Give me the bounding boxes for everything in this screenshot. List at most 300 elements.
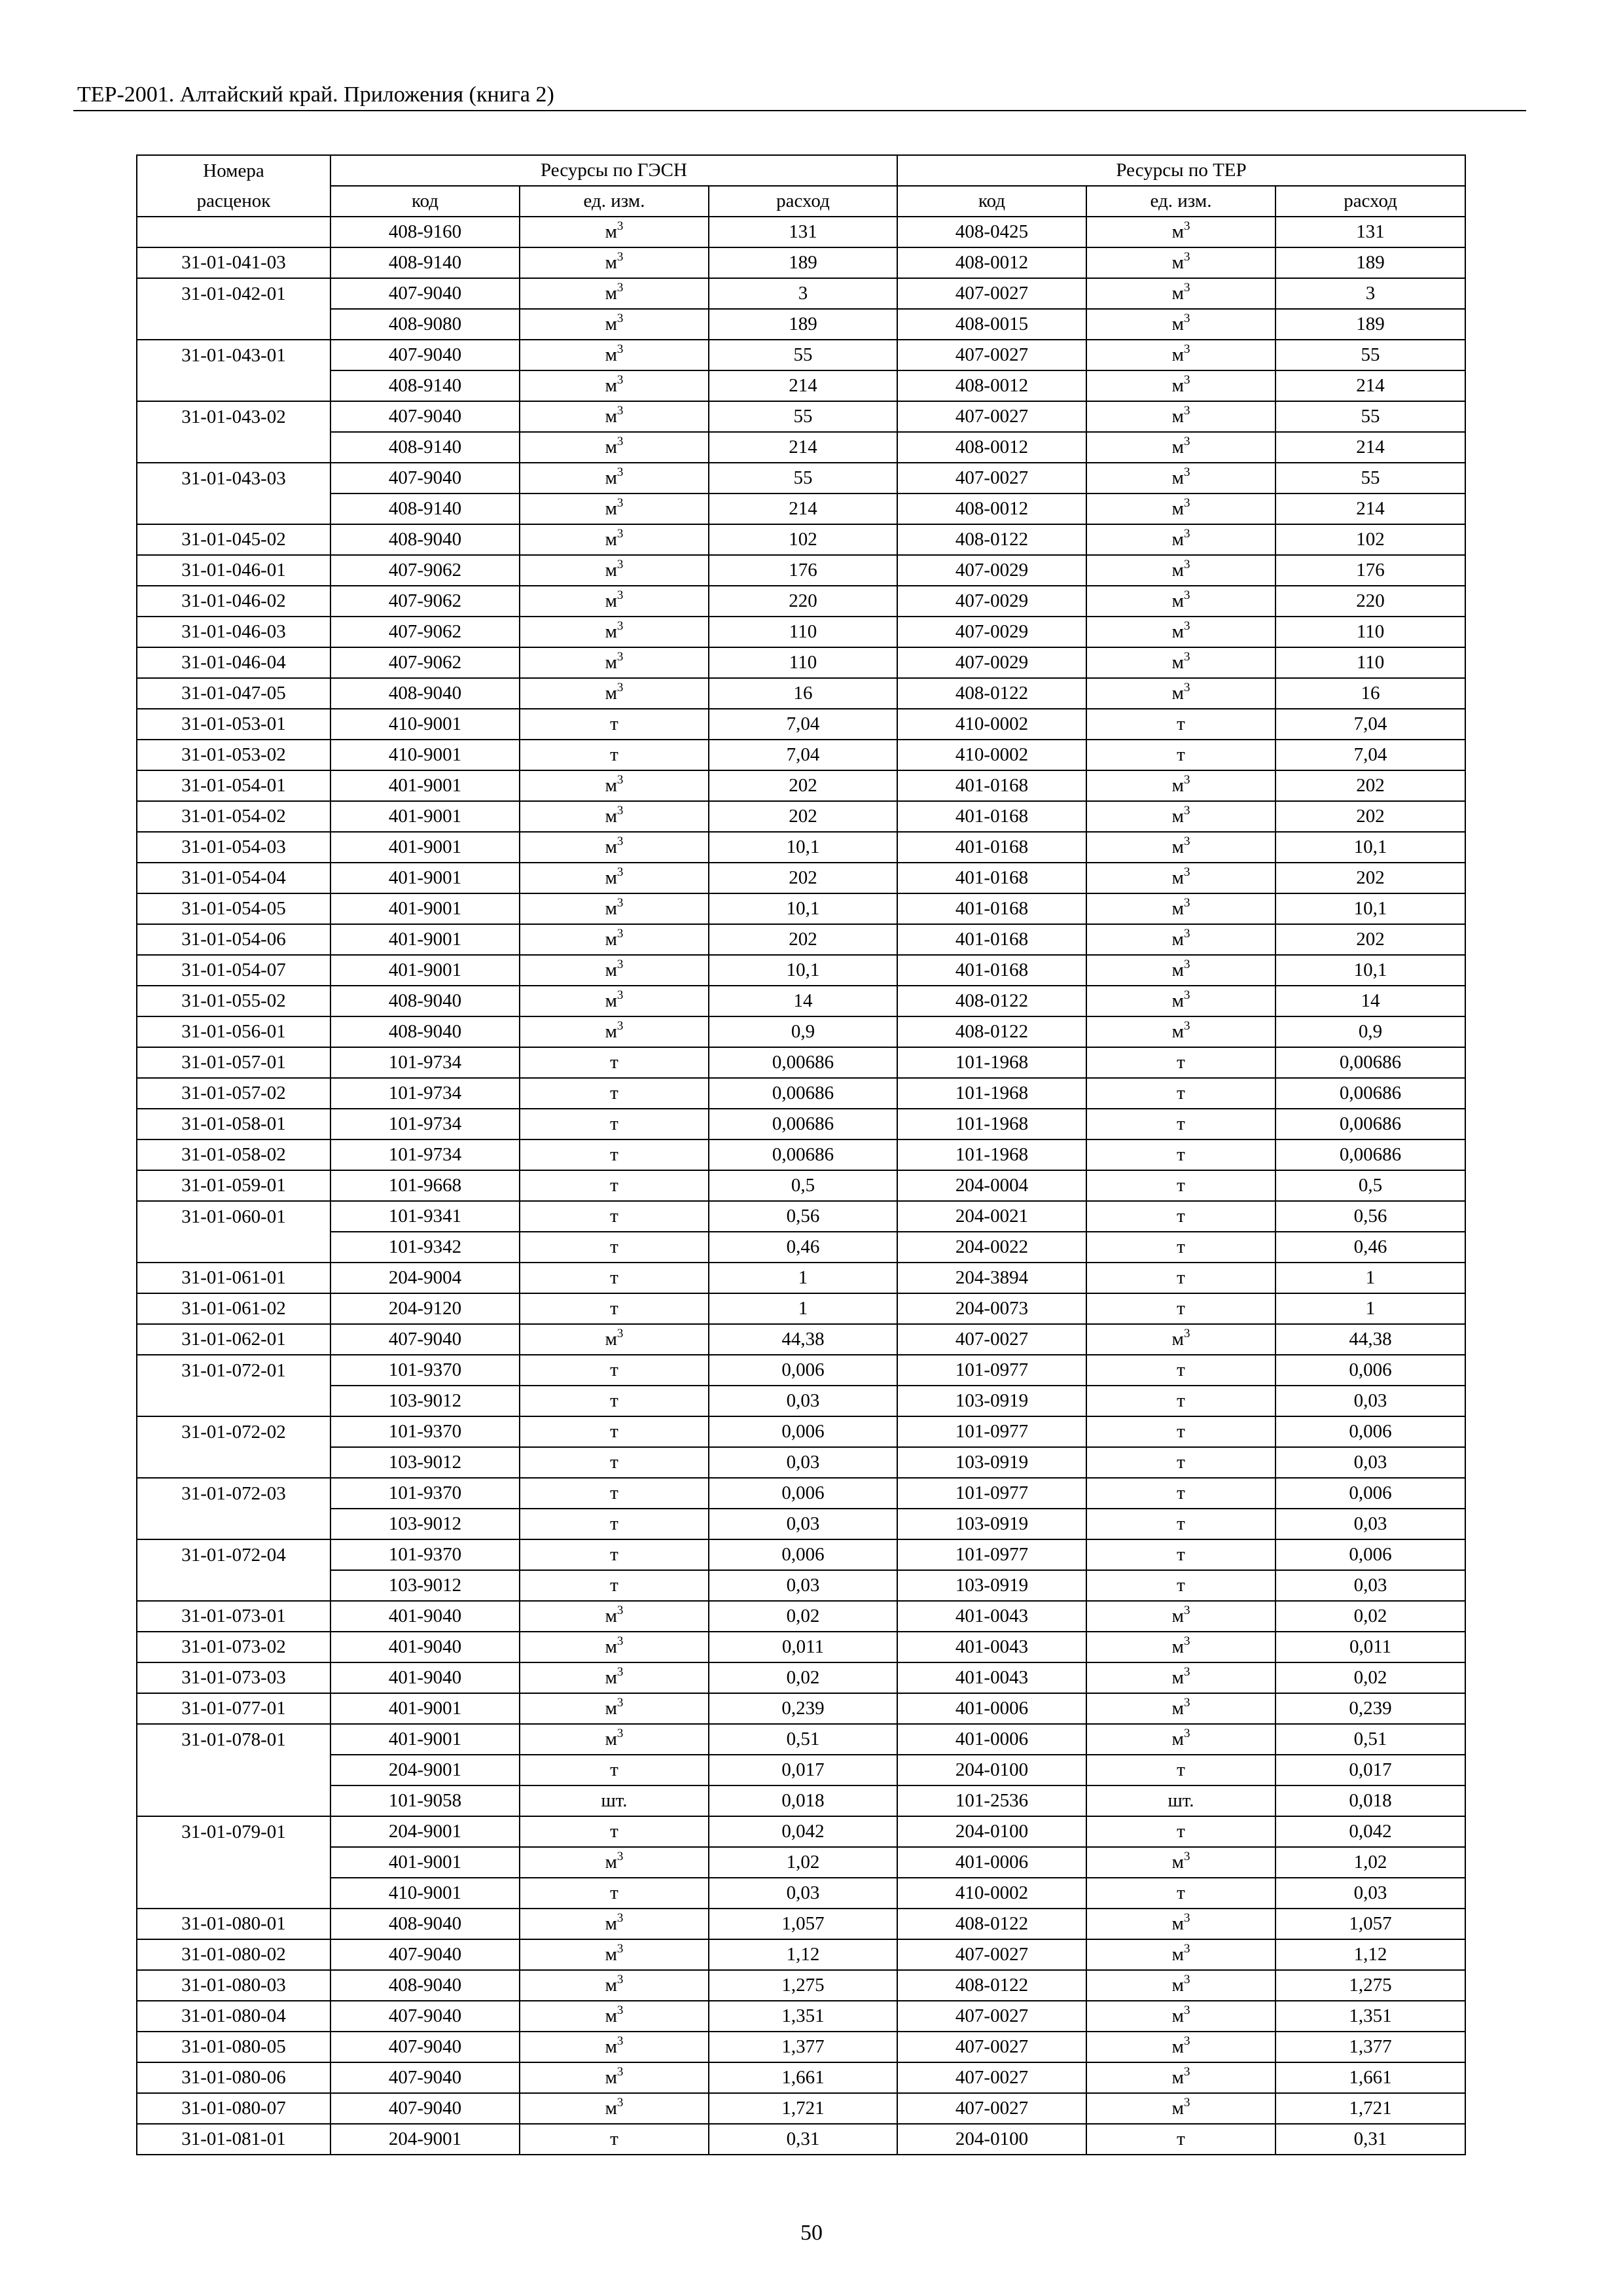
gesn-code-cell: 407-9040 xyxy=(330,278,520,309)
ter-code-cell: 401-0168 xyxy=(897,801,1086,832)
table-row xyxy=(137,1263,1465,1293)
gesn-unit-cell: $м^3$ xyxy=(520,1939,709,1970)
gesn-code-cell: 103-9012 xyxy=(330,1570,520,1601)
table-subheader-row xyxy=(137,186,1465,217)
ter-unit-cell: т xyxy=(1086,1139,1275,1170)
ter-code-cell: 101-2536 xyxy=(897,1785,1086,1816)
ter-unit-cell: $м^3$ xyxy=(1086,217,1275,247)
ter-code-cell: 101-0977 xyxy=(897,1539,1086,1570)
gesn-unit-cell: $м^3$ xyxy=(520,617,709,647)
table-row xyxy=(137,770,1465,801)
gesn-unit-cell: т xyxy=(520,1109,709,1139)
gesn-code-cell: 408-9140 xyxy=(330,432,520,463)
rate-number-cell xyxy=(137,432,330,463)
gesn-amount-cell: 189 xyxy=(709,309,897,340)
ter-code-cell: 408-0012 xyxy=(897,370,1086,401)
gesn-unit-cell: т xyxy=(520,1170,709,1201)
ter-amount-cell: 3 xyxy=(1275,278,1465,309)
ter-code-cell: 401-0043 xyxy=(897,1662,1086,1693)
ter-amount-cell: 214 xyxy=(1275,493,1465,524)
ter-code-cell: 103-0919 xyxy=(897,1447,1086,1478)
gesn-amount-cell: 110 xyxy=(709,617,897,647)
table-row xyxy=(137,2093,1465,2124)
gesn-unit-cell: $м^3$ xyxy=(520,2093,709,2124)
gesn-amount-cell: 202 xyxy=(709,801,897,832)
gesn-amount-cell: 55 xyxy=(709,463,897,493)
rate-number-cell: 31-01-043-03 xyxy=(137,463,330,493)
rate-number-cell: 31-01-061-01 xyxy=(137,1263,330,1293)
ter-code-cell: 204-0100 xyxy=(897,1816,1086,1847)
ter-code-cell: 401-0043 xyxy=(897,1601,1086,1632)
table-row xyxy=(137,463,1465,493)
gesn-amount-cell: 3 xyxy=(709,278,897,309)
table-row xyxy=(137,555,1465,586)
gesn-amount-cell: 0,03 xyxy=(709,1878,897,1909)
rate-number-cell: 31-01-072-03 xyxy=(137,1478,330,1509)
ter-code-cell: 407-0029 xyxy=(897,617,1086,647)
ter-unit-cell: $м^3$ xyxy=(1086,370,1275,401)
table-row xyxy=(137,647,1465,678)
rate-number-cell xyxy=(137,309,330,340)
gesn-amount-cell: 0,00686 xyxy=(709,1078,897,1109)
gesn-code-cell: 408-9040 xyxy=(330,986,520,1016)
ter-unit-cell: $м^3$ xyxy=(1086,401,1275,432)
gesn-code-cell: 401-9001 xyxy=(330,1693,520,1724)
ter-code-cell: 408-0122 xyxy=(897,1970,1086,2001)
ter-code-cell: 407-0027 xyxy=(897,2093,1086,2124)
gesn-code-cell: 103-9012 xyxy=(330,1447,520,1478)
rate-numbers-header-cont: расценок xyxy=(137,186,330,217)
ter-code-cell: 401-0168 xyxy=(897,770,1086,801)
table-row xyxy=(137,247,1465,278)
ter-amount-cell: 55 xyxy=(1275,340,1465,370)
gesn-amount-cell: 55 xyxy=(709,340,897,370)
table-row xyxy=(137,678,1465,709)
gesn-amount-cell: 0,9 xyxy=(709,1016,897,1047)
rate-number-cell: 31-01-080-06 xyxy=(137,2062,330,2093)
gesn-code-cell: 408-9140 xyxy=(330,247,520,278)
ter-amount-cell: 0,03 xyxy=(1275,1386,1465,1416)
gesn-unit-cell: $м^3$ xyxy=(520,278,709,309)
table-row xyxy=(137,370,1465,401)
ter-amount-cell: 0,00686 xyxy=(1275,1078,1465,1109)
ter-code-cell: 408-0122 xyxy=(897,1016,1086,1047)
rate-number-cell: 31-01-054-07 xyxy=(137,955,330,986)
ter-unit-cell: $м^3$ xyxy=(1086,863,1275,893)
ter-unit-cell: т xyxy=(1086,1355,1275,1386)
table-row xyxy=(137,1139,1465,1170)
gesn-amount-cell: 0,011 xyxy=(709,1632,897,1662)
gesn-amount-cell: 1,275 xyxy=(709,1970,897,2001)
gesn-code-cell: 401-9001 xyxy=(330,893,520,924)
ter-unit-cell: $м^3$ xyxy=(1086,586,1275,617)
ter-amount-cell: 0,02 xyxy=(1275,1601,1465,1632)
gesn-unit-cell: т xyxy=(520,1416,709,1447)
gesn-amount-cell: 0,03 xyxy=(709,1447,897,1478)
ter-code-cell: 204-0073 xyxy=(897,1293,1086,1324)
ter-amount-cell: 214 xyxy=(1275,432,1465,463)
ter-code-cell: 408-0012 xyxy=(897,247,1086,278)
ter-unit-cell: $м^3$ xyxy=(1086,2093,1275,2124)
ter-unit-cell: $м^3$ xyxy=(1086,524,1275,555)
table-row xyxy=(137,1939,1465,1970)
ter-amount-cell: 10,1 xyxy=(1275,955,1465,986)
ter-amount-cell: 1,377 xyxy=(1275,2032,1465,2062)
ter-amount-cell: 0,006 xyxy=(1275,1539,1465,1570)
gesn-code-cell: 408-9040 xyxy=(330,1909,520,1939)
gesn-code-cell: 408-9040 xyxy=(330,1016,520,1047)
rate-number-cell: 31-01-054-03 xyxy=(137,832,330,863)
gesn-unit-cell: $м^3$ xyxy=(520,893,709,924)
ter-amount-cell: 0,5 xyxy=(1275,1170,1465,1201)
ter-code-header: код xyxy=(897,186,1086,217)
ter-unit-cell: т xyxy=(1086,1078,1275,1109)
ter-code-cell: 407-0027 xyxy=(897,2062,1086,2093)
gesn-amount-cell: 14 xyxy=(709,986,897,1016)
ter-code-cell: 401-0006 xyxy=(897,1693,1086,1724)
ter-code-cell: 204-0100 xyxy=(897,1755,1086,1785)
rate-number-cell xyxy=(137,1785,330,1816)
rate-number-cell xyxy=(137,1232,330,1263)
gesn-amount-cell: 0,006 xyxy=(709,1355,897,1386)
resources-table xyxy=(136,154,1466,2155)
table-row xyxy=(137,740,1465,770)
rate-number-cell: 31-01-045-02 xyxy=(137,524,330,555)
rate-number-cell: 31-01-062-01 xyxy=(137,1324,330,1355)
gesn-code-cell: 101-9370 xyxy=(330,1539,520,1570)
rate-number-cell: 31-01-053-02 xyxy=(137,740,330,770)
gesn-unit-cell: $м^3$ xyxy=(520,801,709,832)
ter-amount-cell: 55 xyxy=(1275,401,1465,432)
gesn-code-cell: 408-9040 xyxy=(330,524,520,555)
ter-unit-cell: $м^3$ xyxy=(1086,1847,1275,1878)
gesn-code-cell: 408-9160 xyxy=(330,217,520,247)
rate-number-cell: 31-01-054-05 xyxy=(137,893,330,924)
gesn-unit-cell: $м^3$ xyxy=(520,493,709,524)
gesn-code-cell: 101-9668 xyxy=(330,1170,520,1201)
gesn-code-cell: 401-9040 xyxy=(330,1601,520,1632)
gesn-unit-cell: т xyxy=(520,1232,709,1263)
table-row xyxy=(137,1632,1465,1662)
gesn-amount-cell: 0,018 xyxy=(709,1785,897,1816)
rate-number-cell: 31-01-058-02 xyxy=(137,1139,330,1170)
gesn-amount-cell: 220 xyxy=(709,586,897,617)
ter-unit-header: ед. изм. xyxy=(1086,186,1275,217)
rate-number-cell: 31-01-059-01 xyxy=(137,1170,330,1201)
gesn-amount-cell: 214 xyxy=(709,432,897,463)
ter-amount-cell: 7,04 xyxy=(1275,709,1465,740)
gesn-unit-cell: $м^3$ xyxy=(520,2032,709,2062)
ter-amount-header: расход xyxy=(1275,186,1465,217)
gesn-unit-cell: т xyxy=(520,1755,709,1785)
gesn-amount-cell: 131 xyxy=(709,217,897,247)
ter-amount-cell: 1,721 xyxy=(1275,2093,1465,2124)
ter-unit-cell: т xyxy=(1086,1816,1275,1847)
ter-amount-cell: 0,239 xyxy=(1275,1693,1465,1724)
gesn-unit-cell: $м^3$ xyxy=(520,401,709,432)
ter-code-cell: 407-0027 xyxy=(897,2032,1086,2062)
gesn-amount-cell: 1,12 xyxy=(709,1939,897,1970)
ter-code-cell: 204-0004 xyxy=(897,1170,1086,1201)
ter-code-cell: 401-0168 xyxy=(897,924,1086,955)
ter-amount-cell: 110 xyxy=(1275,617,1465,647)
table-row xyxy=(137,1693,1465,1724)
rate-number-cell xyxy=(137,1755,330,1785)
rate-number-cell: 31-01-042-01 xyxy=(137,278,330,309)
rate-number-cell: 31-01-073-02 xyxy=(137,1632,330,1662)
gesn-code-cell: 410-9001 xyxy=(330,709,520,740)
gesn-amount-cell: 0,03 xyxy=(709,1570,897,1601)
ter-amount-cell: 1,351 xyxy=(1275,2001,1465,2032)
ter-amount-cell: 7,04 xyxy=(1275,740,1465,770)
rate-number-cell: 31-01-054-04 xyxy=(137,863,330,893)
ter-unit-cell: $м^3$ xyxy=(1086,617,1275,647)
rate-number-cell xyxy=(137,1847,330,1878)
rate-number-cell: 31-01-079-01 xyxy=(137,1816,330,1847)
gesn-code-cell: 204-9004 xyxy=(330,1263,520,1293)
ter-unit-cell: $м^3$ xyxy=(1086,340,1275,370)
ter-unit-cell: $м^3$ xyxy=(1086,1662,1275,1693)
ter-code-cell: 407-0027 xyxy=(897,401,1086,432)
rate-number-cell xyxy=(137,1570,330,1601)
ter-amount-cell: 10,1 xyxy=(1275,832,1465,863)
ter-amount-cell: 189 xyxy=(1275,309,1465,340)
ter-code-cell: 101-1968 xyxy=(897,1139,1086,1170)
table-row xyxy=(137,1293,1465,1324)
ter-unit-cell: т xyxy=(1086,740,1275,770)
gesn-amount-cell: 0,31 xyxy=(709,2124,897,2155)
ter-unit-cell: $м^3$ xyxy=(1086,463,1275,493)
gesn-amount-cell: 176 xyxy=(709,555,897,586)
table-row xyxy=(137,1170,1465,1201)
ter-code-cell: 101-0977 xyxy=(897,1416,1086,1447)
ter-code-cell: 101-1968 xyxy=(897,1109,1086,1139)
gesn-amount-cell: 0,03 xyxy=(709,1509,897,1539)
rate-number-cell: 31-01-080-04 xyxy=(137,2001,330,2032)
rate-numbers-header: Номера xyxy=(137,155,330,186)
gesn-code-cell: 401-9001 xyxy=(330,770,520,801)
table-row xyxy=(137,1601,1465,1632)
gesn-amount-cell: 102 xyxy=(709,524,897,555)
ter-code-cell: 410-0002 xyxy=(897,740,1086,770)
table-row xyxy=(137,2032,1465,2062)
gesn-amount-cell: 0,00686 xyxy=(709,1109,897,1139)
gesn-code-cell: 101-9370 xyxy=(330,1478,520,1509)
gesn-code-cell: 401-9001 xyxy=(330,863,520,893)
gesn-amount-cell: 202 xyxy=(709,863,897,893)
gesn-unit-cell: т xyxy=(520,1509,709,1539)
table-row xyxy=(137,432,1465,463)
ter-amount-cell: 1 xyxy=(1275,1293,1465,1324)
ter-unit-cell: т xyxy=(1086,1416,1275,1447)
gesn-code-cell: 407-9062 xyxy=(330,555,520,586)
table-row xyxy=(137,1755,1465,1785)
gesn-unit-cell: $м^3$ xyxy=(520,1632,709,1662)
table-row xyxy=(137,586,1465,617)
gesn-code-header: код xyxy=(330,186,520,217)
gesn-code-cell: 408-9140 xyxy=(330,493,520,524)
gesn-amount-cell: 110 xyxy=(709,647,897,678)
table-row xyxy=(137,493,1465,524)
rate-number-cell: 31-01-054-01 xyxy=(137,770,330,801)
rate-number-cell xyxy=(137,217,330,247)
ter-amount-cell: 110 xyxy=(1275,647,1465,678)
gesn-code-cell: 407-9062 xyxy=(330,617,520,647)
rate-number-cell: 31-01-058-01 xyxy=(137,1109,330,1139)
rate-number-cell: 31-01-046-03 xyxy=(137,617,330,647)
rate-number-cell xyxy=(137,1386,330,1416)
ter-amount-cell: 1 xyxy=(1275,1263,1465,1293)
gesn-unit-cell: $м^3$ xyxy=(520,586,709,617)
gesn-amount-cell: 0,006 xyxy=(709,1416,897,1447)
gesn-amount-cell: 0,02 xyxy=(709,1662,897,1693)
gesn-unit-cell: шт. xyxy=(520,1785,709,1816)
gesn-unit-cell: т xyxy=(520,1139,709,1170)
rate-number-cell: 31-01-056-01 xyxy=(137,1016,330,1047)
table-row xyxy=(137,1324,1465,1355)
gesn-unit-cell: $м^3$ xyxy=(520,647,709,678)
gesn-unit-cell: т xyxy=(520,1355,709,1386)
ter-amount-cell: 202 xyxy=(1275,863,1465,893)
gesn-unit-cell: $м^3$ xyxy=(520,924,709,955)
ter-unit-cell: $м^3$ xyxy=(1086,1693,1275,1724)
ter-unit-cell: $м^3$ xyxy=(1086,309,1275,340)
rate-number-cell xyxy=(137,1447,330,1478)
gesn-unit-cell: $м^3$ xyxy=(520,370,709,401)
gesn-unit-cell: т xyxy=(520,1201,709,1232)
ter-unit-cell: $м^3$ xyxy=(1086,432,1275,463)
gesn-unit-cell: $м^3$ xyxy=(520,1601,709,1632)
gesn-unit-cell: т xyxy=(520,1263,709,1293)
table-row xyxy=(137,709,1465,740)
gesn-amount-cell: 0,56 xyxy=(709,1201,897,1232)
table-row xyxy=(137,1109,1465,1139)
table-row xyxy=(137,1816,1465,1847)
gesn-code-cell: 407-9062 xyxy=(330,647,520,678)
rate-number-cell: 31-01-080-07 xyxy=(137,2093,330,2124)
rate-number-cell: 31-01-057-02 xyxy=(137,1078,330,1109)
ter-amount-cell: 0,00686 xyxy=(1275,1109,1465,1139)
table-row xyxy=(137,2001,1465,2032)
ter-code-cell: 407-0029 xyxy=(897,647,1086,678)
gesn-code-cell: 407-9040 xyxy=(330,401,520,432)
gesn-unit-cell: $м^3$ xyxy=(520,832,709,863)
gesn-code-cell: 101-9342 xyxy=(330,1232,520,1263)
gesn-code-cell: 407-9040 xyxy=(330,1939,520,1970)
gesn-unit-cell: $м^3$ xyxy=(520,1909,709,1939)
gesn-code-cell: 401-9040 xyxy=(330,1662,520,1693)
gesn-code-cell: 401-9001 xyxy=(330,1847,520,1878)
ter-amount-cell: 0,011 xyxy=(1275,1632,1465,1662)
gesn-unit-cell: т xyxy=(520,2124,709,2155)
gesn-amount-cell: 1 xyxy=(709,1293,897,1324)
rate-number-cell: 31-01-043-02 xyxy=(137,401,330,432)
rate-number-cell: 31-01-055-02 xyxy=(137,986,330,1016)
ter-code-cell: 410-0002 xyxy=(897,1878,1086,1909)
gesn-amount-cell: 0,042 xyxy=(709,1816,897,1847)
gesn-unit-header: ед. изм. xyxy=(520,186,709,217)
gesn-unit-cell: $м^3$ xyxy=(520,2062,709,2093)
ter-amount-cell: 14 xyxy=(1275,986,1465,1016)
ter-amount-cell: 202 xyxy=(1275,770,1465,801)
ter-amount-cell: 0,006 xyxy=(1275,1355,1465,1386)
ter-amount-cell: 0,03 xyxy=(1275,1509,1465,1539)
table-row xyxy=(137,217,1465,247)
ter-amount-cell: 0,03 xyxy=(1275,1570,1465,1601)
table-row xyxy=(137,1970,1465,2001)
ter-code-cell: 408-0122 xyxy=(897,524,1086,555)
gesn-unit-cell: $м^3$ xyxy=(520,986,709,1016)
rate-number-cell: 31-01-057-01 xyxy=(137,1047,330,1078)
ter-unit-cell: $м^3$ xyxy=(1086,924,1275,955)
ter-unit-cell: т xyxy=(1086,2124,1275,2155)
ter-amount-cell: 10,1 xyxy=(1275,893,1465,924)
gesn-code-cell: 204-9001 xyxy=(330,1755,520,1785)
table-row xyxy=(137,617,1465,647)
ter-unit-cell: $м^3$ xyxy=(1086,1909,1275,1939)
ter-amount-cell: 16 xyxy=(1275,678,1465,709)
gesn-amount-cell: 0,51 xyxy=(709,1724,897,1755)
gesn-code-cell: 401-9040 xyxy=(330,1632,520,1662)
gesn-amount-cell: 1,02 xyxy=(709,1847,897,1878)
gesn-unit-cell: $м^3$ xyxy=(520,1016,709,1047)
gesn-code-cell: 101-9734 xyxy=(330,1109,520,1139)
gesn-code-cell: 401-9001 xyxy=(330,1724,520,1755)
ter-unit-cell: $м^3$ xyxy=(1086,555,1275,586)
ter-unit-cell: т xyxy=(1086,1109,1275,1139)
table-row xyxy=(137,524,1465,555)
ter-amount-cell: 0,02 xyxy=(1275,1662,1465,1693)
gesn-amount-cell: 1 xyxy=(709,1263,897,1293)
ter-code-cell: 401-0043 xyxy=(897,1632,1086,1662)
table-row xyxy=(137,1570,1465,1601)
ter-unit-cell: $м^3$ xyxy=(1086,1939,1275,1970)
ter-code-cell: 101-0977 xyxy=(897,1478,1086,1509)
ter-unit-cell: т xyxy=(1086,1232,1275,1263)
table-row xyxy=(137,1047,1465,1078)
ter-amount-cell: 0,31 xyxy=(1275,2124,1465,2155)
ter-unit-cell: $м^3$ xyxy=(1086,247,1275,278)
gesn-code-cell: 204-9120 xyxy=(330,1293,520,1324)
table-row xyxy=(137,1016,1465,1047)
gesn-unit-cell: $м^3$ xyxy=(520,524,709,555)
ter-unit-cell: т xyxy=(1086,1047,1275,1078)
ter-code-cell: 408-0012 xyxy=(897,432,1086,463)
gesn-amount-cell: 0,03 xyxy=(709,1386,897,1416)
gesn-unit-cell: т xyxy=(520,1078,709,1109)
page-header xyxy=(73,73,1526,111)
gesn-unit-cell: т xyxy=(520,1386,709,1416)
gesn-code-cell: 407-9040 xyxy=(330,463,520,493)
table-row xyxy=(137,1539,1465,1570)
gesn-code-cell: 101-9058 xyxy=(330,1785,520,1816)
gesn-unit-cell: т xyxy=(520,1539,709,1570)
ter-amount-cell: 0,017 xyxy=(1275,1755,1465,1785)
gesn-code-cell: 401-9001 xyxy=(330,955,520,986)
table-row xyxy=(137,801,1465,832)
gesn-amount-cell: 0,017 xyxy=(709,1755,897,1785)
ter-resources-header: Ресурсы по ТЕР xyxy=(897,155,1465,186)
ter-unit-cell: т xyxy=(1086,1170,1275,1201)
gesn-amount-cell: 10,1 xyxy=(709,955,897,986)
gesn-unit-cell: $м^3$ xyxy=(520,1970,709,2001)
gesn-code-cell: 101-9734 xyxy=(330,1047,520,1078)
ter-unit-cell: т xyxy=(1086,1539,1275,1570)
ter-code-cell: 204-3894 xyxy=(897,1263,1086,1293)
ter-amount-cell: 0,006 xyxy=(1275,1416,1465,1447)
ter-code-cell: 408-0425 xyxy=(897,217,1086,247)
ter-unit-cell: т xyxy=(1086,1755,1275,1785)
